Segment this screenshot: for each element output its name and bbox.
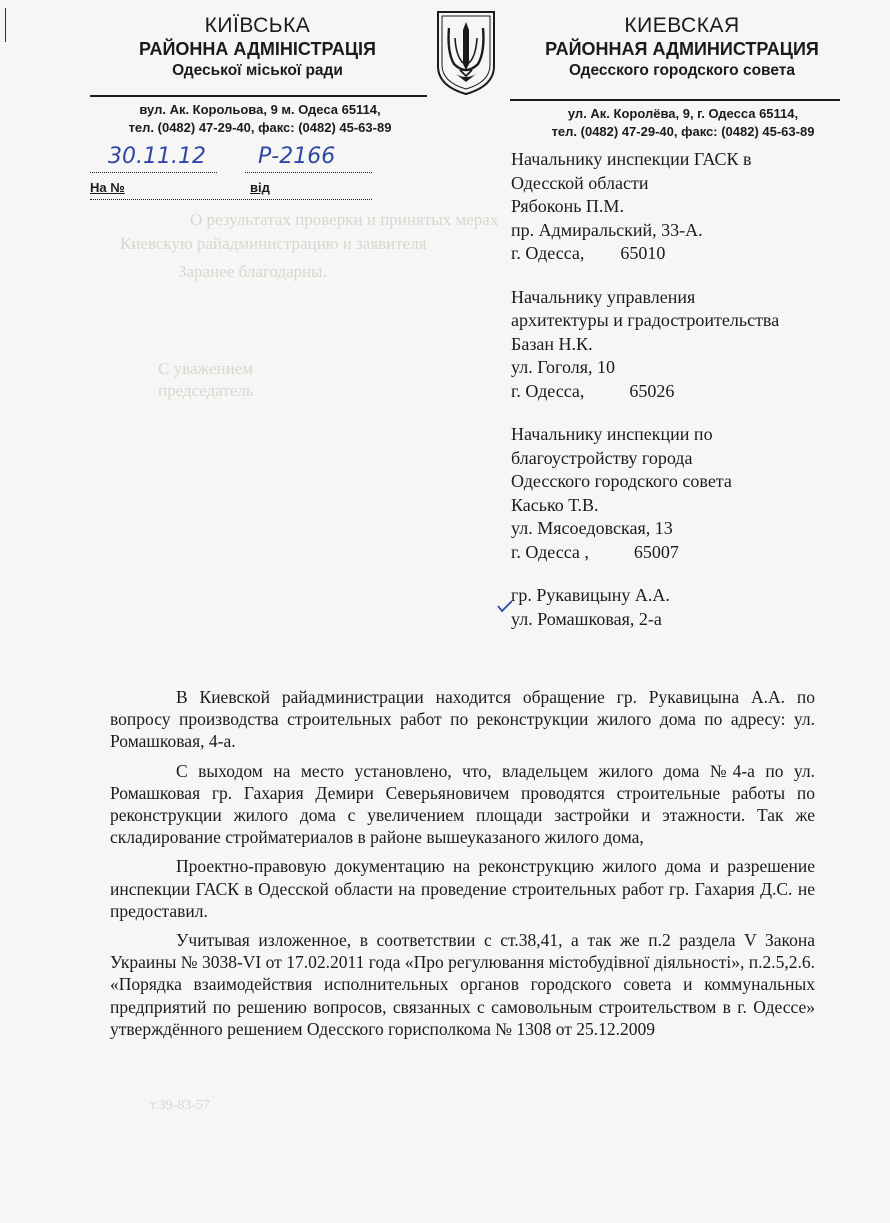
recipient-architecture	[511, 286, 779, 404]
recipient-line: г. Одесса, 65026	[511, 380, 675, 401]
recipient-line: Начальнику инспекции ГАСК в	[511, 149, 752, 169]
recipient-citizen	[511, 584, 779, 631]
label-number: На №	[90, 180, 125, 195]
header-ru-line2: РАЙОННАЯ АДМИНИСТРАЦИЯ	[545, 39, 819, 59]
margin-mark	[5, 8, 6, 42]
recipient-line: Одесской области	[511, 172, 649, 193]
bleed-through-text-5: т.39-83-57	[150, 1098, 210, 1113]
number-underline	[245, 172, 372, 173]
label-from: від	[250, 180, 270, 195]
header-ukrainian	[95, 14, 420, 82]
address-ru-street: ул. Ак. Королёва, 9, г. Одесса 65114,	[567, 106, 799, 121]
recipient-line: ул. Мясоедовская, 13	[511, 518, 673, 538]
body-paragraph-1: В Киевской райадминистрации находится обращение гр. Рукавицына А.А. по вопросу производства строительных работ по реконструкции жилого дома по адресу: ул. Ромашковая, 4-а.	[110, 687, 815, 752]
body-paragraph-4: Учитывая изложенное, в соответствии с ст.38,41, а так же п.2 раздела V Закона Украины № 3038-VI от 17.02.2011 года «Про регулювання містобудівної діяльності», п.2.5,2.6. «Порядка взаимодействия исполнительных органов городского совета и коммунальных предприятий по решению вопросов, связанных с самовольным строительством в г. Одессе» утверждённого решением Одесского горисполкома № 1308 от 25.12.2009	[110, 930, 815, 1039]
header-divider-right	[510, 99, 840, 101]
bleed-through-text-2: Киевскую райадминистрацию и заявителя	[120, 234, 427, 253]
header-ua-line1: КИЇВСЬКА	[204, 14, 311, 37]
handwritten-reg-number: Р-2166	[258, 144, 336, 169]
recipient-line: гр. Рукавицыну А.А.	[511, 585, 670, 605]
recipient-line: архитектуры и градостроительства	[511, 310, 780, 330]
header-ua-line3: Одеської міської ради	[172, 62, 343, 79]
recipient-line: Одесского городского совета	[511, 471, 732, 491]
recipient-line: Рябоконь П.М.	[511, 196, 624, 216]
recipient-line: ул. Ромашковая, 2-а	[511, 608, 662, 629]
body-paragraph-2: С выходом на место установлено, что, владельцем жилого дома №4-а по ул. Ромашковая гр. Гахария Демири Северьяновичем проводятся строительные работы по реконструкции жилого дома с увеличением площади застройки и этажности. Так же складирование стройматериалов в районе вышеуказаного жилого дома,	[110, 760, 815, 848]
bleed-through-text-1: О результатах проверки и принятых мерах	[190, 210, 499, 229]
recipients-block	[511, 148, 779, 651]
address-ukrainian	[95, 101, 425, 137]
recipient-line: благоустройству города	[511, 447, 693, 468]
handwritten-date: 30.11.12	[108, 144, 206, 169]
address-ua-street: вул. Ак. Корольова, 9 м. Одеса 65114,	[139, 102, 381, 117]
trident-emblem-icon	[434, 8, 498, 96]
address-russian	[522, 105, 844, 141]
bleed-through-text-4: С уважением председатель	[158, 359, 254, 400]
recipient-line: пр. Адмиральский, 33-А.	[511, 219, 703, 240]
recipient-line: г. Одесса, 65010	[511, 243, 666, 263]
bleed-through-text-3: Заранее благодарны.	[178, 262, 327, 281]
handwritten-check-icon	[497, 599, 513, 613]
address-ru-phone: тел. (0482) 47-29-40, факс: (0482) 45-63-89	[551, 124, 815, 139]
reg-bottom-underline	[90, 199, 372, 200]
recipient-line: Касько Т.В.	[511, 494, 599, 515]
header-ru-line1: КИЕВСКАЯ	[624, 14, 740, 37]
letter-body	[110, 686, 815, 1047]
header-ru-line3: Одесского городского совета	[568, 62, 795, 79]
date-underline	[90, 172, 217, 173]
recipient-line: г. Одесса , 65007	[511, 541, 679, 562]
recipient-line: Начальнику инспекции по	[511, 424, 713, 444]
body-paragraph-3: Проектно-правовую документацию на реконструкцию жилого дома и разрешение инспекции ГАСК в Одесской области на проведение строительных работ гр. Гахария Д.С. не предоставил.	[110, 856, 815, 921]
recipient-line: ул. Гоголя, 10	[511, 357, 615, 377]
recipient-line: Начальнику управления	[511, 286, 696, 307]
recipient-gask	[511, 148, 779, 266]
header-divider-left	[90, 95, 427, 97]
recipient-improvement-inspection	[511, 423, 779, 564]
address-ua-phone: тел. (0482) 47-29-40, факс: (0482) 45-63-89	[128, 120, 392, 135]
header-ua-line2: РАЙОННА АДМІНІСТРАЦІЯ	[139, 39, 376, 59]
header-russian	[522, 14, 842, 82]
recipient-line: Базан Н.К.	[511, 333, 593, 354]
